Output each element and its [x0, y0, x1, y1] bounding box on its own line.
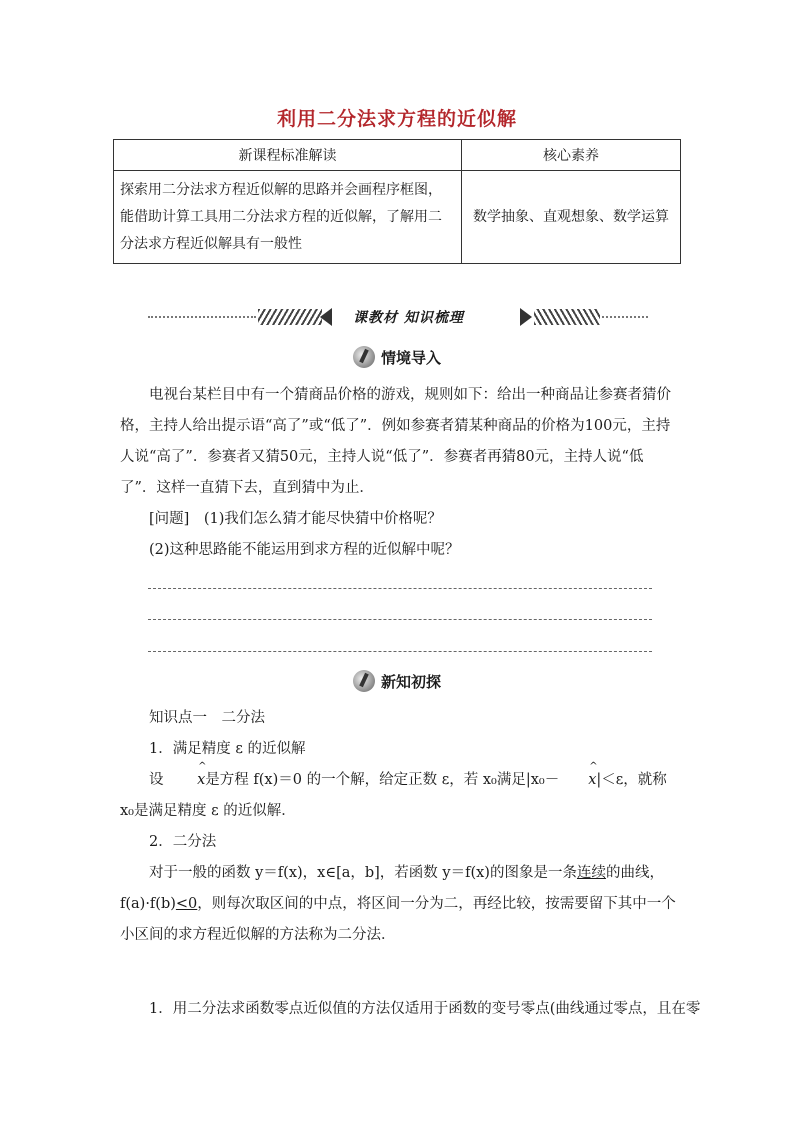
col1-cell: 探索用二分法求方程近似解的思路并会画程序框图，能借助计算工具用二分法求方程的近似解，了解用二分法求方程近似解具有一般性 — [114, 171, 462, 264]
banner-dots-right — [602, 316, 648, 318]
item2-text-b: 的曲线，f(a)·f(b) — [120, 865, 664, 912]
x-hat: ^ x — [168, 765, 205, 796]
item2-title: 2．二分法 — [149, 834, 217, 850]
section1-body — [120, 380, 678, 566]
banner-hatch-right — [534, 309, 600, 325]
scene-icon — [353, 346, 375, 368]
table-header-row — [114, 140, 681, 171]
section2-heading — [0, 670, 794, 692]
item1-definition — [120, 765, 678, 827]
answer-line — [148, 651, 652, 652]
item1-title: 1．满足精度 ε 的近似解 — [149, 741, 306, 757]
table-row — [114, 171, 681, 264]
col2-header: 核心素养 — [462, 140, 681, 171]
item2-text-a: 对于一般的函数 y＝f(x)，x∈[a，b]，若函数 y＝f(x)的图象是一条 — [149, 865, 577, 881]
section1-heading-text: 情境导入 — [380, 349, 441, 367]
underlined-continuous: 连续 — [576, 865, 606, 881]
banner-arrow-left-icon — [320, 308, 332, 326]
item1-text-a: 设 — [149, 772, 169, 788]
section2-body — [120, 703, 678, 951]
section2-heading-text: 新知初探 — [380, 673, 441, 691]
item2-definition — [120, 858, 678, 951]
standards-table — [113, 139, 681, 264]
question-1-text: (1)我们怎么猜才能尽快猜中价格呢？ — [203, 511, 442, 527]
question-label: [问题] — [149, 511, 190, 527]
item1-text-b: 是方程 f(x)＝0 的一个解，给定正数 ε，若 x₀满足|x₀－ — [205, 772, 560, 788]
banner-dots-left — [148, 316, 256, 318]
question-2: (2)这种思路能不能运用到求方程的近似解中呢？ — [149, 542, 460, 558]
note-1: 1．用二分法求函数零点近似值的方法仅适用于函数的变号零点(曲线通过零点，且在零 — [149, 1001, 701, 1017]
answer-line — [148, 588, 652, 589]
new-knowledge-icon — [353, 670, 375, 692]
banner-hatch-left — [258, 309, 322, 325]
scenario-paragraph: 电视台某栏目中有一个猜商品价格的游戏，规则如下：给出一种商品让参赛者猜价格，主持人给出提示语“高了”或“低了”．例如参赛者猜某种商品的价格为100元，主持人说“高了”．参赛者又猜50元，主持人说“低了”．参赛者再猜80元，主持人说“低了”．这样一直猜下去，直到猜中为止． — [120, 387, 671, 496]
x-hat: ^ x — [559, 765, 596, 796]
note-body — [120, 994, 701, 1025]
page-title: 利用二分法求方程的近似解 — [276, 108, 517, 130]
col2-cell: 数学抽象、直观想象、数学运算 — [462, 171, 681, 264]
underlined-less-than-zero: <0 — [175, 896, 198, 912]
section1-heading — [0, 346, 794, 368]
col1-header: 新课程标准解读 — [114, 140, 462, 171]
answer-line — [148, 619, 652, 620]
knowledge-point-title: 知识点一 二分法 — [149, 710, 265, 726]
banner-label: 课教材 知识梳理 — [353, 310, 464, 326]
banner-arrow-right-icon — [520, 308, 532, 326]
item1-text-c: |＜ε，就称 x₀是满足精度 ε 的近似解． — [120, 772, 667, 819]
item2-text-c: ，则每次取区间的中点，将区间一分为二，再经比较，按需要留下其中一个小区间的求方程近似解的方法称为二分法． — [120, 896, 676, 943]
section-banner — [148, 305, 648, 329]
question-1 — [120, 504, 678, 535]
